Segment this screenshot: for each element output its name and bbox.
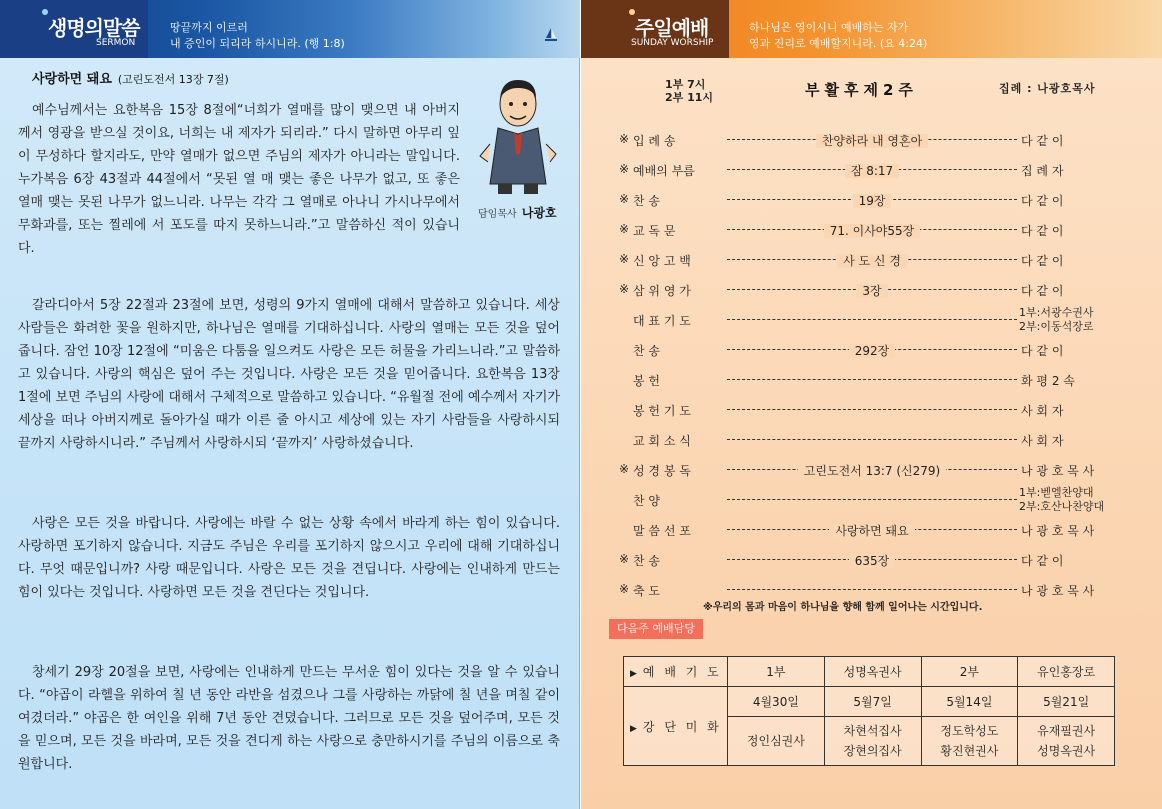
order-row	[619, 188, 1119, 210]
order-item-responsible: 나 광 호 목 사	[1021, 524, 1095, 538]
order-item-content-wrap	[727, 252, 1017, 269]
roster-names	[1018, 717, 1115, 766]
order-item-responsible: 다 같 이	[1021, 134, 1064, 148]
responsible-line-1: 1부:벧엘찬양대	[1019, 486, 1094, 499]
sermon-panel	[0, 0, 580, 809]
pastor-name: 나광호	[521, 206, 557, 220]
order-item-content-wrap	[727, 342, 1017, 359]
order-row	[619, 548, 1119, 570]
dashed-leader	[727, 499, 1017, 500]
roster-date: 5월7일	[824, 687, 921, 717]
worship-header-title: 주일예배	[635, 16, 709, 40]
dashed-leader	[727, 409, 1017, 410]
order-row	[619, 218, 1119, 240]
verse-line-2: 영과 진리로 예배할지니라. (요 4:24)	[749, 37, 928, 50]
next-week-roster	[623, 656, 1115, 766]
stand-mark: ※	[619, 192, 630, 206]
order-item-content-wrap	[727, 552, 1017, 569]
order-item-responsible: 사 회 자	[1021, 434, 1064, 448]
order-item-responsible	[1019, 306, 1119, 334]
order-item-name: 삼 위 영 가	[633, 284, 691, 298]
order-item-content: 사 도 신 경	[837, 254, 907, 268]
order-item-content-wrap	[727, 222, 1017, 239]
worship-brand	[581, 0, 729, 58]
sermon-paragraph: 예수님께서는 요한복음 15장 8절에“너희가 열매를 많이 맺으면 내 아버지께서 영광을 받으실 것이요, 너희는 내 제자가 되리라.” 다시 말하면 아무리 잎이 무성하다 할지라도, 만약 열매가 없으면 주님의 제자가 아니라는 말입니다. 누가복음 6장 43절과 44절에서 “못된 열 매 맺는 좋은 나무가 없고, 또 좋은 열매 맺는 못된 나무가 없느니라. 나무는 각각 그 열매로 아나니 가시나무에서 무화과를, 또는 찔레에 서 포도를 따지 못하느니라.”고 말씀하신 적이 있습니다.	[18, 103, 460, 256]
sermon-paragraph: 사랑은 모든 것을 바랍니다. 사랑에는 바랄 수 없는 상황 속에서 바라게 하는 힘이 있습니다. 사랑하면 포기하지 않습니다. 지금도 주님은 우리를 포기하지 않으시고 우리에 대해 기대하십니다. 무엇 때문입니까? 사랑 때문입니다. 사랑은 모든 것을 견딥니다. 사랑에는 인내하게 만드는 힘이 있다는 것입니다. 사랑하면 모든 것을 견딘다는 것입니다.	[18, 516, 560, 600]
order-item-responsible: 집 례 자	[1021, 164, 1064, 178]
roster-cell: 유인홍장로	[1018, 657, 1115, 687]
pastor-label	[478, 204, 557, 221]
order-item-name: 찬 송	[633, 344, 660, 358]
roster-names	[824, 717, 921, 766]
order-row	[619, 578, 1119, 600]
officiant: 집례 : 나광호목사	[999, 82, 1096, 95]
triangle-icon: ▶	[630, 669, 637, 679]
order-row	[619, 306, 1119, 333]
roster-name: 유재필권사	[1037, 724, 1096, 738]
order-item-content: 292장	[849, 344, 896, 358]
order-item-responsible: 다 같 이	[1021, 284, 1064, 298]
order-row	[619, 338, 1119, 360]
order-item-responsible: 다 같 이	[1021, 254, 1064, 268]
order-item-content: 3장	[856, 284, 887, 298]
order-item-name: 찬 양	[633, 494, 660, 508]
order-item-name: 교 회 소 식	[633, 434, 691, 448]
order-item-responsible: 나 광 호 목 사	[1021, 464, 1095, 478]
order-item-name: 봉 헌 기 도	[633, 404, 691, 418]
roster-date: 5월21일	[1018, 687, 1115, 717]
dashed-leader	[727, 319, 1017, 320]
stand-mark: ※	[619, 252, 630, 266]
sermon-paragraph: 갈라디아서 5장 22절과 23절에 보면, 성령의 9가지 열매에 대해서 말씀하고 있습니다. 세상 사람들은 화려한 꽃을 원하지만, 하나님은 열매를 기대하십니다. 사랑의 열매는 모든 것을 덮어줍니다. 잠언 10장 12절에 “미움은 다툼을 일으켜도 사랑은 모든 허물을 가리느니라.”고 말씀하고 있습니다. 사랑의 핵심은 덮어 주는 것입니다. 사랑은 모든 것을 믿어줍니다. 요한복음 13장 1절에 보면 주님의 사랑에 대해서 구체적으로 말씀하고 있습니다. “유월절 전에 예수께서 자기가 세상을 떠나 아버지께로 돌아가실 때가 이른 줄 아시고 세상에 있는 자기 사람들을 사랑하시되 끝까지 사랑하시니라.” 주님께서 사랑하시되 ‘끝까지’ 사랑하셨습니다.	[18, 298, 560, 451]
stand-mark: ※	[619, 582, 630, 596]
order-item-name: 봉 헌	[633, 374, 660, 388]
order-item-responsible: 다 같 이	[1021, 344, 1064, 358]
order-item-name: 성 경 봉 독	[633, 464, 691, 478]
service-time-1: 1부 7시	[665, 78, 706, 91]
service-times	[665, 78, 713, 104]
order-item-responsible: 다 같 이	[1021, 224, 1064, 238]
order-item-name: 축 도	[633, 584, 660, 598]
order-item-responsible: 다 같 이	[1021, 554, 1064, 568]
triangle-icon: ▶	[630, 723, 637, 734]
order-row	[619, 158, 1119, 180]
roster-communion-label	[624, 687, 728, 766]
verse-line-2: 내 증인이 되리라 하시니라. (행 1:8)	[170, 37, 345, 50]
sermon-header	[0, 0, 580, 58]
order-item-name: 입 례 송	[633, 134, 676, 148]
standing-footnote: ※우리의 몸과 마음이 하나님을 향해 함께 일어나는 시간입니다.	[703, 602, 983, 613]
roster-name: 성명옥권사	[1037, 744, 1096, 758]
worship-panel	[581, 0, 1162, 809]
dashed-leader	[727, 439, 1017, 440]
order-row	[619, 368, 1119, 390]
pastor-caricature	[476, 74, 560, 196]
sermon-reference: (고린도전서 13장 7절)	[117, 73, 229, 86]
order-item-name: 말 씀 선 포	[633, 524, 691, 538]
order-item-content-wrap	[727, 462, 1017, 479]
week-title: 부활후제2주	[805, 81, 918, 99]
pastor-role: 담임목사	[478, 209, 517, 220]
roster-date-row	[624, 687, 1115, 717]
verse-line-1: 땅끝까지 이르러	[170, 21, 248, 34]
roster-name: 차현석집사	[843, 724, 902, 738]
worship-header-verse	[749, 20, 927, 52]
order-item-name: 찬 송	[633, 554, 660, 568]
responsible-line-2: 2부:호산나찬양대	[1019, 500, 1105, 513]
roster-communion-label-text: 강 단 미 화	[642, 719, 722, 734]
sermon-header-subtitle: SERMON	[96, 38, 136, 48]
order-row	[619, 428, 1119, 450]
order-item-content: 71. 이사야55장	[824, 224, 921, 238]
stand-mark: ※	[619, 462, 630, 476]
sermon-title-text: 사랑하면 돼요	[32, 72, 112, 87]
roster-date: 5월14일	[921, 687, 1018, 717]
responsible-line-2: 2부:이동석장로	[1019, 320, 1094, 333]
order-item-name: 대 표 기 도	[633, 314, 691, 328]
stand-mark: ※	[619, 132, 630, 146]
order-item-name: 예배의 부름	[633, 164, 695, 178]
roster-cell: 1부	[728, 657, 825, 687]
order-item-content-wrap	[727, 192, 1017, 209]
order-row	[619, 128, 1119, 150]
roster-name: 황진현권사	[940, 744, 999, 758]
order-item-content-wrap	[727, 282, 1017, 299]
sermon-title	[32, 68, 229, 87]
order-item-content: 찬양하라 내 영혼아	[816, 134, 928, 148]
order-item-content: 고린도전서 13:7 (신279)	[798, 464, 946, 478]
order-item-responsible: 사 회 자	[1021, 404, 1064, 418]
sermon-header-title: 생명의말씀	[48, 16, 140, 40]
next-week-badge: 다음주 예배담당	[609, 619, 703, 639]
sermon-brand	[0, 0, 148, 58]
roster-names	[728, 717, 825, 766]
stand-mark: ※	[619, 552, 630, 566]
roster-prayer-row	[624, 657, 1115, 687]
order-row	[619, 398, 1119, 420]
order-row	[619, 486, 1119, 513]
order-item-name: 찬 송	[633, 194, 660, 208]
roster-name: 장현의집사	[843, 744, 902, 758]
dashed-leader	[727, 379, 1017, 380]
sailboat-icon	[544, 28, 558, 42]
responsible-line-1: 1부:서광수권사	[1019, 306, 1094, 319]
order-item-content: 19장	[853, 194, 892, 208]
order-row	[619, 458, 1119, 480]
order-item-content: 사랑하면 돼요	[829, 524, 914, 538]
order-item-responsible: 다 같 이	[1021, 194, 1064, 208]
roster-cell: 2부	[921, 657, 1018, 687]
roster-name: 정인심권사	[746, 734, 805, 748]
roster-cell: 성명옥권사	[824, 657, 921, 687]
roster-name: 정도학성도	[940, 724, 999, 738]
dashed-leader	[727, 589, 1017, 590]
order-item-name: 신 앙 고 백	[633, 254, 691, 268]
roster-names	[921, 717, 1018, 766]
stand-mark: ※	[619, 222, 630, 236]
order-item-content-wrap	[727, 162, 1017, 179]
order-item-content: 635장	[849, 554, 896, 568]
roster-date: 4월30일	[728, 687, 825, 717]
order-item-content-wrap	[727, 132, 1017, 149]
order-item-content: 잠 8:17	[845, 164, 899, 178]
order-item-responsible: 나 광 호 목 사	[1021, 584, 1095, 598]
order-item-content-wrap	[727, 522, 1017, 539]
order-item-name: 교 독 문	[633, 224, 676, 238]
roster-prayer-label-text: 예 배 기 도	[642, 665, 722, 679]
order-item-responsible: 화 평 2 속	[1021, 374, 1075, 388]
order-row	[619, 248, 1119, 270]
order-row	[619, 518, 1119, 540]
stand-mark: ※	[619, 282, 630, 296]
service-time-2: 2부 11시	[665, 91, 714, 104]
worship-header	[581, 0, 1162, 58]
worship-header-subtitle: SUNDAY WORSHIP	[631, 38, 714, 48]
roster-prayer-label	[624, 657, 728, 687]
sermon-paragraph: 창세기 29장 20절을 보면, 사랑에는 인내하게 만드는 무서운 힘이 있다는 것을 알 수 있습니다. “야곱이 라헬을 위하여 칠 년 동안 라반을 섬겼으나 그를 사랑하는 까닭에 칠 년을 며칠 같이 여겼더라.” 야곱은 한 여인을 위해 7년 동안 견뎠습니다. 그러므로 모든 것을 덮어주며, 모든 것을 믿으며, 모든 것을 바라며, 모든 것을 견디게 하는 사랑으로 충만하시기를 주님의 이름으로 축원합니다.	[18, 665, 560, 772]
order-item-responsible	[1019, 486, 1119, 514]
stand-mark: ※	[619, 162, 630, 176]
sermon-header-verse	[170, 20, 345, 52]
order-row	[619, 278, 1119, 300]
verse-line-1: 하나님은 영이시니 예배하는 자가	[749, 21, 909, 34]
